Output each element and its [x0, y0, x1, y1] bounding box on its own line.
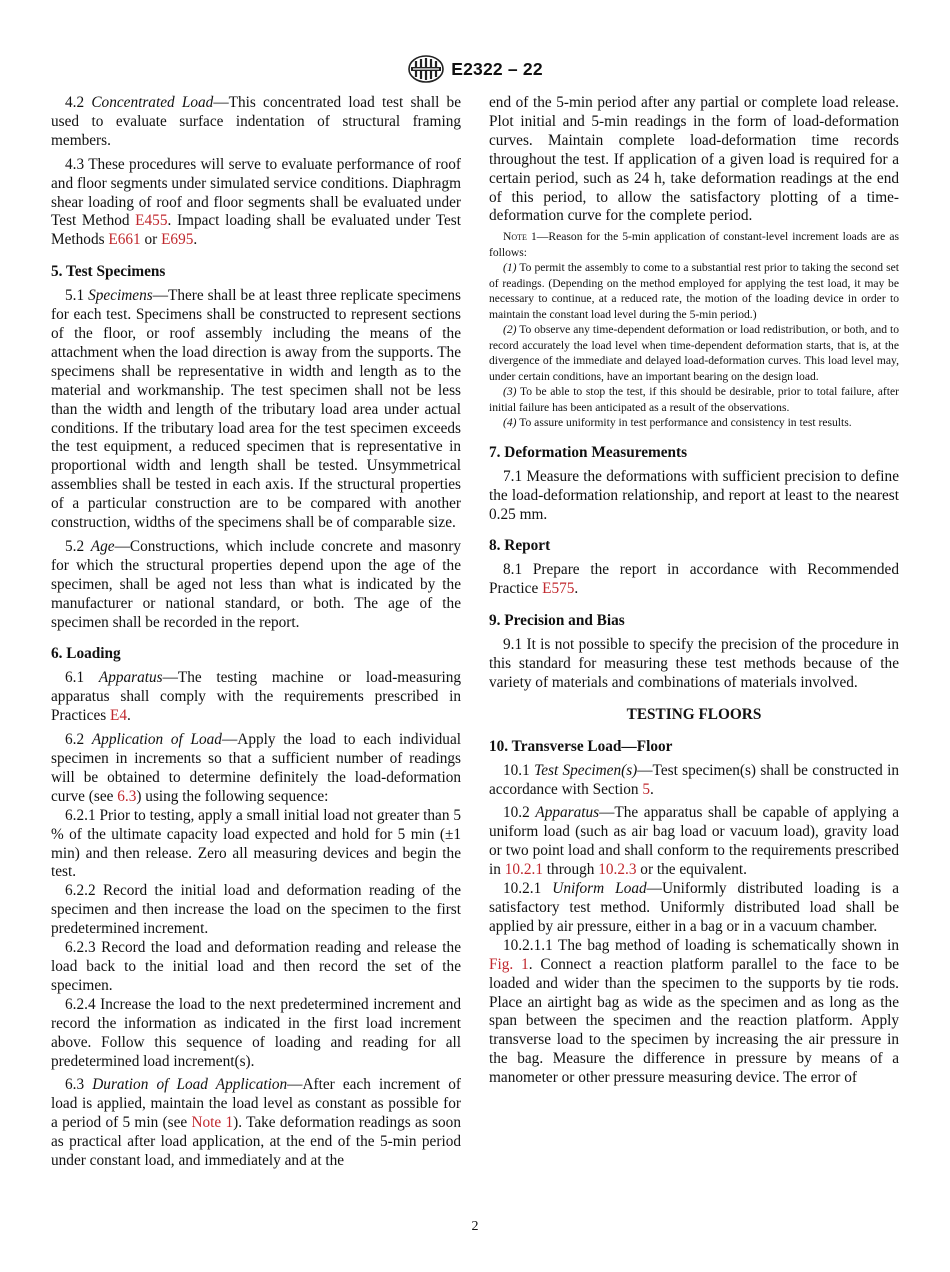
section-6-3-continued: end of the 5-min period after any partial or complete load release. Plot initial and 5-min readings in the form of load-deformation curves. Maintain complete load-deformation time records throughout the test. If application of a given load is required for a certain period, such as 24 h, take deformation readings at the end of this period, to allow the satisfactory plotting of a time-deformation curve for the complete period. — [489, 94, 899, 225]
note-1-item-3: (3) To be able to stop the test, if this should be desirable, prior to total failure, after initial failure has been anticipated as a result of the observations. — [489, 385, 899, 414]
heading-section-7: 7. Deformation Measurements — [489, 443, 688, 461]
ref-fig-1-link[interactable]: Fig. 1 — [489, 955, 529, 973]
astm-logo-icon — [407, 54, 445, 84]
heading-section-8: 8. Report — [489, 537, 551, 555]
section-9-1: 9.1 It is not possible to specify the precision of the procedure in this standard for measuring these test methods because of the variety of materials and combinations of materials involved. — [489, 636, 899, 691]
section-10-2-1: 10.2.1 Uniform Load—Uniformly distributed loading is a satisfactory test method. Uniformly distributed load shall be applied by air pressure, either in a bag or in a vacuum chamber. — [489, 880, 899, 935]
heading-section-5: 5. Test Specimens — [51, 263, 166, 281]
note-1-item-2: (2) To observe any time-dependent deformation or load redistribution, or both, and to record accurately the load level when time-dependent deformation starts, that is, at the divergence of the immediate and delayed load-deformation curves. This load level may, under certain conditions, have an important bearing on the design load. — [489, 323, 899, 383]
ref-6-3-link[interactable]: 6.3 — [117, 787, 137, 805]
ref-e661-link[interactable]: E661 — [108, 231, 141, 249]
left-column — [51, 94, 461, 1176]
section-7-1: 7.1 Measure the deformations with sufficient precision to define the load-deformation relationship, and report at least to the nearest 0.25 mm. — [489, 467, 899, 523]
page-number: 2 — [471, 1219, 479, 1234]
ref-e575-link[interactable]: E575 — [542, 580, 575, 598]
ref-section-5-link[interactable]: 5 — [642, 780, 650, 798]
section-6-2-2: 6.2.2 Record the initial load and deformation reading of the specimen and then increase the load on the specimen to the first predetermined increment. — [51, 882, 461, 938]
testing-floors-heading: TESTING FLOORS — [626, 705, 762, 723]
section-10-1: 10.1 Test Specimen(s)—Test specimen(s) shall be constructed in accordance with Section 5. — [489, 761, 899, 798]
section-6-2-3: 6.2.3 Record the load and deformation reading and release the load back to the initial load and then record the set of the specimen. — [51, 939, 461, 994]
section-6-3: 6.3 Duration of Load Application—After each increment of load is applied, maintain the load level as constant as possible for a period of 5 min (see Note 1). Take deformation readings as soon as practical after load application, at the end of the 5-min period under constant load, and immediately and at the — [51, 1076, 461, 1170]
section-6-2-4: 6.2.4 Increase the load to the next predetermined increment and record the information as indicated in the first load increment above. Follow this sequence of loading and reading for all predetermined load increment(s). — [51, 995, 461, 1070]
page-header — [0, 54, 950, 84]
right-column — [489, 94, 899, 1088]
ref-10-2-3-link[interactable]: 10.2.3 — [598, 861, 637, 879]
note-1-item-4: (4) To assure uniformity in test performance and consistency in test results. — [503, 416, 852, 430]
heading-section-10: 10. Transverse Load—Floor — [489, 737, 673, 755]
section-10-2-1-1: 10.2.1.1 The bag method of loading is schematically shown in Fig. 1. Connect a reaction platform parallel to the face to be loaded and wider than the specimen to the supports by tie rods. Place an airtight bag as wide as the specimen and as long as the span between the specimen and the reaction platform. Apply transverse load to the specimen by increasing the air pressure in the bag. Measure the difference in pressure by means of a manometer or other pressure measuring device. The error of — [489, 936, 900, 1087]
section-6-2-1: 6.2.1 Prior to testing, apply a small initial load not greater than 5 % of the ultimate capacity load expected and hold for 5 min (±1 min) and then release. Zero all measuring devices and begin the test. — [51, 806, 461, 881]
note-1-item-1: (1) To permit the assembly to come to a substantial rest prior to taking the second set of readings. (Depending on the method employed for applying the test load, it may be necessary to continue, at a reduced rate, the motion of the loading device in order to maintain the constant load level during the 5-min period.) — [489, 261, 899, 321]
section-5-2: 5.2 Age—Constructions, which include concrete and masonry for which the structural properties depend upon the age of the specimen, shall be aged not less than what is indicated by the manufacturer or national standard, or both. The age of the specimen shall be recorded in the report. — [51, 537, 461, 631]
ref-e4-link[interactable]: E4 — [110, 707, 128, 725]
section-6-1: 6.1 Apparatus—The testing machine or load-measuring apparatus shall comply with the requirements prescribed in Practices E4. — [51, 669, 462, 725]
section-8-1: 8.1 Prepare the report in accordance with Recommended Practice E575. — [489, 561, 899, 598]
heading-section-9: 9. Precision and Bias — [489, 612, 625, 630]
heading-section-6: 6. Loading — [51, 645, 121, 663]
section-4-2: 4.2 Concentrated Load—This concentrated load test shall be used to evaluate surface indentation of structural framing members. — [51, 94, 461, 149]
section-10-2: 10.2 Apparatus—The apparatus shall be capable of applying a uniform load (such as air bag load or vacuum load), gravity load or two point load and shall conform to the requirements prescribed in 10.2.1 through 10.2.3 or the equivalent. — [489, 804, 899, 879]
section-5-1: 5.1 Specimens—There shall be at least three replicate specimens for each test. Specimens shall be constructed to represent sections of the floor, or roof assembly including the means of the attachment when the load direction is away from the supports. The specimens shall be representative in width and length as to the material and workmanship. The test specimen shall not be less than the width and length of the tributary load area under actual conditions. If the tributary load area for the test specimen exceeds the test equipment, a reduced specimen that is representative in proportional width and length shall be tested. Unsymmetrical assemblies shall be tested in each axis. If the structural properties of a particular construction are to be compared with another construction, widths of the specimens shall be of comparable size. — [51, 287, 461, 532]
standard-designation: E2322 – 22 — [451, 58, 543, 79]
note-1: Note 1—Reason for the 5-min application of constant-level increment loads are as follows: — [489, 230, 899, 259]
ref-e695-link[interactable]: E695 — [161, 231, 194, 249]
ref-note-1-link[interactable]: Note 1 — [191, 1114, 234, 1132]
section-4-3: 4.3 These procedures will serve to evaluate performance of roof and floor segments under simulated service conditions. Diaphragm shear loading of roof and floor segments shall be evaluated under Test Method E455. Impact loading shall be evaluated under Test Methods E661 or E695. — [51, 155, 461, 249]
ref-10-2-1-link[interactable]: 10.2.1 — [504, 861, 543, 879]
ref-e455-link[interactable]: E455 — [135, 212, 168, 230]
section-6-2: 6.2 Application of Load—Apply the load to each individual specimen in increments so that a sufficient number of readings will be obtained to determine definitely the load-deformation curve (see 6.3) using the following sequence: — [51, 731, 461, 805]
